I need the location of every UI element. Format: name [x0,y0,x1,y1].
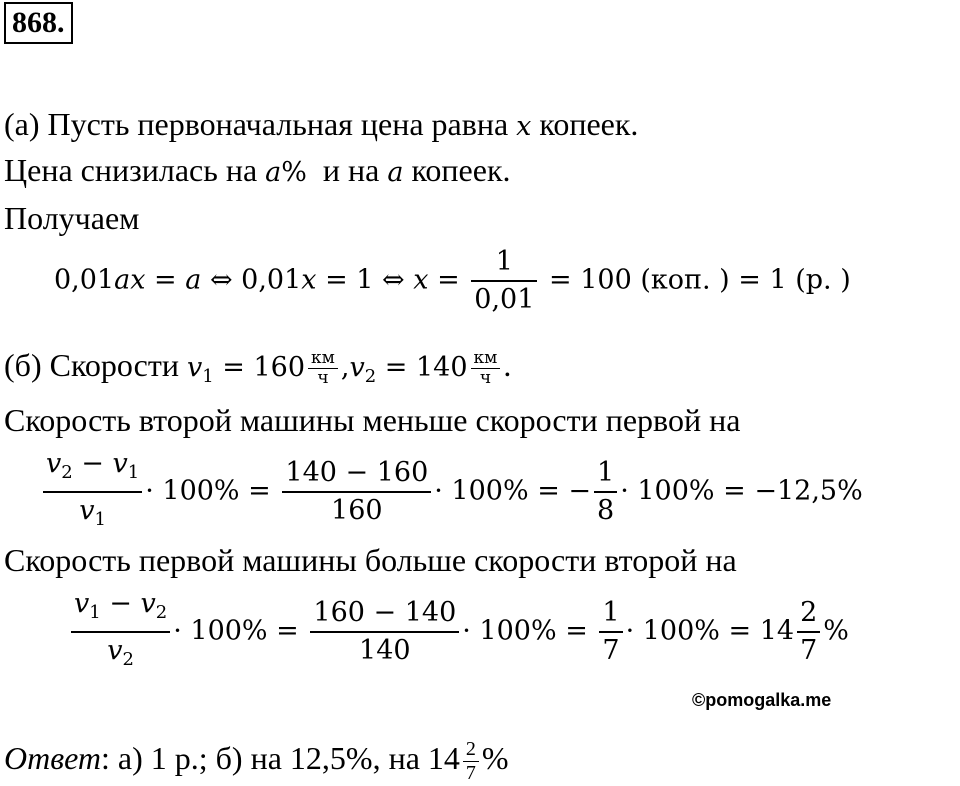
part-a-line-2-mid: и на [322,152,380,188]
eq-a-iff-2: = 1 ⇔ [316,264,414,296]
fraction-denominator [43,493,142,538]
eq-a-equals-2: = [428,264,469,296]
v-subscript-2: 2 [364,366,377,387]
subscript: 2 [155,602,168,623]
unit-km-per-h-2 [471,349,501,388]
answer-body: : а) 1 р.; б) на 12,5%, на 14 [101,739,460,776]
subscript: 2 [61,462,73,483]
watermark: ©pomogalka.me [692,690,832,710]
fraction-denominator: 7 [800,635,818,666]
times-100-equals: · 100% = [173,615,308,647]
fraction-denominator [71,633,170,678]
result-minus-12-5: · 100% = −12,5% [620,475,863,507]
subscript: 1 [94,509,106,530]
fraction-two-sevenths [797,595,820,669]
answer-line [4,738,509,785]
times-100-equals-14: · 100% = 14 [625,615,795,647]
speed-2-value: = 140 [376,352,468,383]
var-x: x [516,111,532,142]
percent-sign: % [281,157,307,188]
fraction-140-160 [282,455,431,529]
part-a-line-2 [4,152,510,189]
answer-label: Ответ [4,739,101,776]
fraction-numerator: 2 [797,595,820,633]
fraction-two-sevenths-answer [463,738,479,785]
eq-a-term: 0,01 [54,264,115,296]
v-symbol: v [79,495,95,526]
fraction-numerator [71,586,170,633]
part-a-line-2-suffix: копеек. [411,152,511,188]
fraction-numerator: 2 [463,738,479,762]
fraction-160-140 [310,595,459,669]
v-symbol: v [74,588,90,619]
var-a: a [265,157,282,188]
part-a-line-2-prefix: Цена снизилась на [4,152,258,188]
fraction-numerator: 1 [594,455,617,493]
part-a-line-1-suffix: копеек. [539,106,639,142]
part-a-line-1-prefix: (а) Пусть первоначальная цена равна [4,106,509,142]
v-symbol: v [112,448,128,479]
fraction-numerator: 140 − 160 [282,455,431,493]
fraction-one-seventh [599,595,622,669]
unit-km-per-h [308,349,338,388]
subscript: 2 [122,649,134,670]
fraction-denominator: 0,01 [474,284,535,315]
equation-b-1 [40,446,863,538]
v-symbol: v [107,635,123,666]
equation-part-a [54,244,851,318]
part-b-prefix: (б) Скорости [4,347,179,383]
fraction-v2-minus-v1 [43,446,142,538]
fraction-v1-minus-v2 [71,586,170,678]
separator-comma: , [340,352,350,383]
eq-a-x-2: x [413,264,429,296]
subscript: 1 [89,602,101,623]
percent-a [265,157,307,188]
speed-1-value: = 160 [213,352,306,383]
v-symbol: v [186,352,203,383]
speeds-formula [186,348,503,388]
times-100-equals-2: · 100% = [462,615,597,647]
times-100-equals: · 100% = [145,475,280,507]
part-b-text-1: Скорость второй машины меньше скорости первой на [4,402,741,438]
unit-numerator-2: км [471,349,501,369]
eq-a-a: a [185,264,202,296]
eq-a-x: x [301,264,317,296]
times-100-equals-minus: · 100% = − [434,475,592,507]
v-symbol: v [46,448,62,479]
eq-a-result: = 100 (коп. ) = 1 (р. ) [540,264,851,296]
task-number: 868. [4,2,73,44]
fraction-one-over-001 [471,244,537,318]
eq-a-equals: = [145,264,186,296]
fraction-denominator: 8 [597,495,615,526]
part-b-text-2: Скорость первой машины больше скорости второй на [4,542,737,578]
fraction-numerator: 1 [471,244,537,282]
v-symbol-2: v [349,352,365,383]
subscript: 1 [127,462,140,483]
minus: − [100,588,141,619]
eq-a-ax: ax [114,264,146,296]
part-a-line-1 [4,106,638,143]
var-a-2: a [387,157,404,188]
fraction-denominator: 7 [602,635,620,666]
fraction-denominator: 140 [359,635,411,666]
unit-numerator: км [308,349,338,369]
equation-b-2 [68,586,849,678]
fraction-numerator: 1 [599,595,622,633]
period: . [503,347,512,383]
fraction-numerator [43,446,142,493]
fraction-numerator: 160 − 140 [310,595,459,633]
fraction-denominator: 160 [331,495,383,526]
unit-denominator: ч [317,368,329,388]
part-b-speeds [4,347,511,393]
v-subscript: 1 [202,366,214,387]
eq-a-iff: ⇔ 0,01 [201,264,302,296]
percent-sign: % [481,739,509,776]
minus: − [72,448,113,479]
part-a-line-3: Получаем [4,200,140,236]
percent-sign: % [823,615,849,647]
fraction-denominator: 7 [465,762,476,784]
v-symbol: v [140,588,156,619]
unit-denominator-2: ч [479,368,492,388]
fraction-one-eighth [594,455,617,529]
